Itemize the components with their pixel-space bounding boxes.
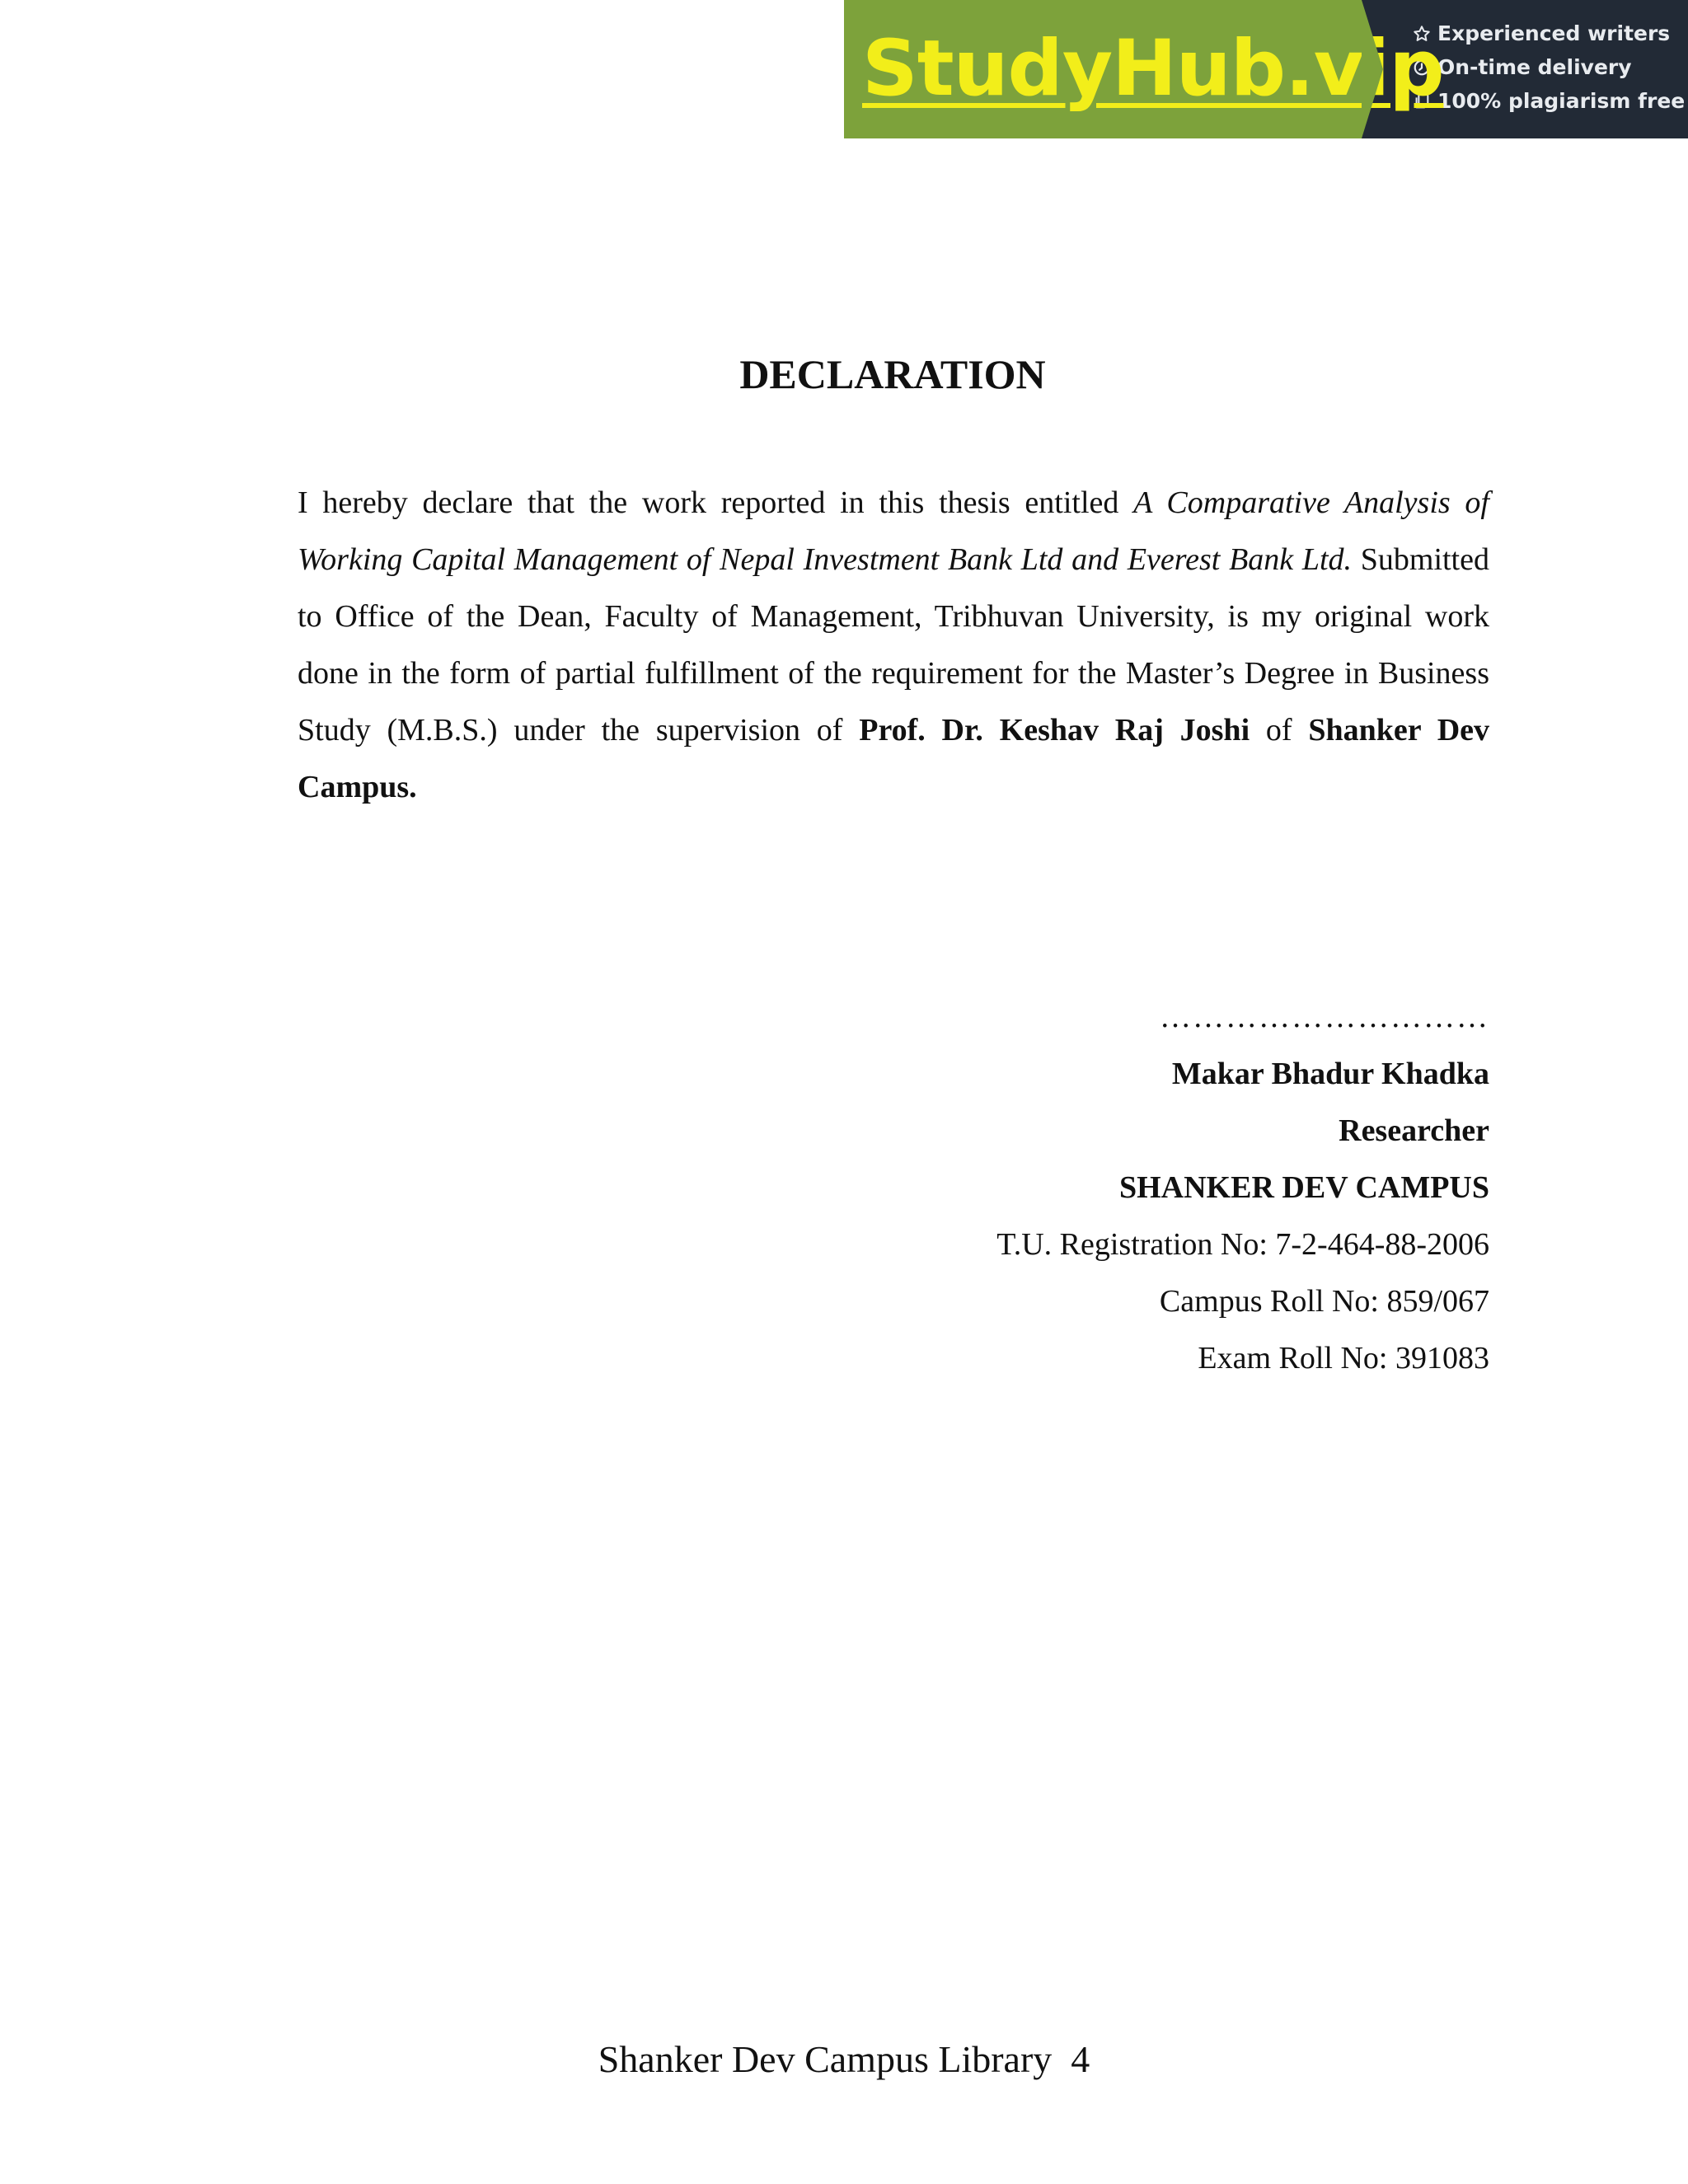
campus-name: Shanker Dev Campus.: [298, 713, 1490, 804]
signature-line: …………………………: [1160, 1000, 1489, 1034]
researcher-institution: SHANKER DEV CAMPUS: [1118, 1170, 1489, 1205]
feature-label: 100% plagiarism free: [1437, 89, 1686, 113]
feature-label: Experienced writers: [1437, 21, 1671, 45]
paragraph-intro: I hereby declare that the work reported in this thesis entitled: [298, 485, 1134, 520]
brand-logo[interactable]: [844, 0, 1444, 138]
feature-item: [1413, 55, 1688, 80]
campus-roll-number: Campus Roll No: 859/067: [1159, 1284, 1489, 1319]
researcher-role: Researcher: [1339, 1113, 1489, 1148]
paragraph-of: of: [1250, 713, 1309, 748]
studyhub-banner[interactable]: [844, 0, 1688, 138]
supervisor-name: Prof. Dr. Keshav Raj Joshi: [859, 713, 1250, 748]
researcher-name: Makar Bhadur Khadka: [1171, 1057, 1489, 1091]
page-title: DECLARATION: [739, 351, 1046, 397]
paragraph-middle: Submitted to Office of the Dean, Faculty of Management, Tribhuvan University, is my original work done in the form of partial fulfillment of the requirement for the Master’s Degree in Business Study (M.B.S.) under the supervision of: [298, 542, 1489, 748]
brand-name: StudyHub.vip: [862, 24, 1444, 114]
feature-label: On-time delivery: [1437, 55, 1632, 79]
page-footer: Shanker Dev Campus Library 4: [598, 2038, 1090, 2080]
declaration-paragraph: [298, 475, 1489, 816]
registration-number: T.U. Registration No: 7-2-464-88-2006: [996, 1227, 1489, 1262]
signature-block: [996, 989, 1489, 1387]
thesis-title: A Comparative Analysis of Working Capital Management of Nepal Investment Bank Ltd and Everest Bank Ltd.: [298, 485, 1489, 577]
feature-item: [1413, 89, 1688, 114]
exam-roll-number: Exam Roll No: 391083: [1198, 1341, 1489, 1376]
feature-item: [1413, 21, 1688, 46]
